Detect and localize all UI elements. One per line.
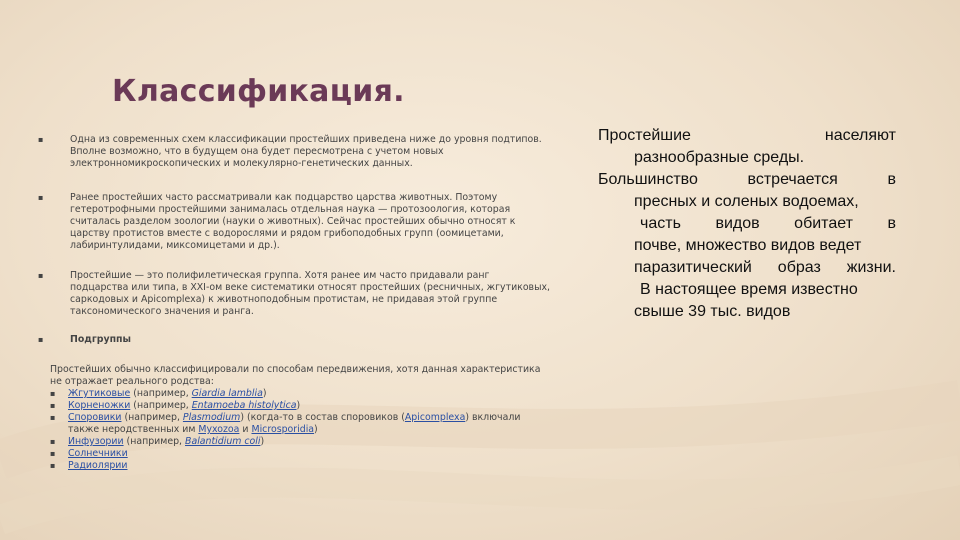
list-item: ▪ Корненожки (например, Entamoeba histolytica) — [50, 400, 301, 411]
bullet-text: Простейшие — это полифилетическая группа. Хотя ранее им часто придавали ранг подцарства или типа, в XXI-ом веке систематики относят простейших (ресничных, жгутиковых, саркодовых и Apicomplexa) к животноподобным протистам, не придавая этой группе таксономического значения и ранга. — [70, 270, 551, 317]
text-line: Большинство встречается в — [598, 171, 896, 188]
square-bullet-icon: ▪ — [50, 389, 56, 398]
link-microsporidia[interactable]: Microsporidia — [251, 424, 315, 435]
square-bullet-icon: ▪ — [50, 461, 56, 470]
list-item — [50, 448, 550, 460]
square-bullet-icon: ▪ — [50, 437, 56, 446]
taxa-list — [50, 388, 550, 472]
list-item — [50, 460, 550, 472]
text-line: пресных и соленых водоемах, — [634, 193, 859, 210]
text-line: свыше 39 тыс. видов — [634, 303, 791, 320]
link-amoeboids[interactable]: Корненожки — [68, 400, 131, 411]
square-bullet-icon: ▪ — [50, 449, 56, 458]
square-bullet-icon: ▪ — [50, 413, 56, 422]
text-line: разнообразные среды. — [634, 149, 805, 166]
link-myxozoa[interactable]: Myxozoa — [198, 424, 240, 435]
list-item: ▪ Споровики (например, Plasmodium) (когда-то в состав споровиков (Apicomplexa) включали также неродственных им Myxozoa и Microsporidia) — [50, 412, 521, 435]
bullet-paragraph — [38, 192, 550, 252]
bullet-icon: ▪ — [38, 271, 44, 280]
bullet-icon: ▪ — [38, 135, 44, 144]
text-line: часть видов обитает в — [640, 215, 896, 232]
link-apicomplexa[interactable]: Apicomplexa — [404, 412, 466, 423]
list-item: ▪ Жгутиковые (например, Giardia lamblia) — [50, 388, 267, 399]
bullet-text: Одна из современных схем классификации простейших приведена ниже до уровня подтипов. Вполне возможно, что в будущем она будет пересмотрена с учетом новых электронномикроскопических и молекулярно-генетических данных. — [70, 134, 542, 169]
list-item: ▪ Инфузории (например, Balantidium coli) — [50, 436, 265, 447]
subgroups-heading: Подгруппы — [70, 334, 132, 345]
bullet-paragraph — [38, 134, 550, 170]
text-line: В настоящее время известно — [640, 281, 858, 298]
link-ciliates[interactable]: Инфузории — [68, 436, 124, 447]
left-column — [38, 134, 551, 472]
text-line: почве, множество видов ведет — [634, 237, 862, 254]
subgroups-intro: Простейших обычно классифицировали по способам передвижения, хотя данная характеристика не отражает реального родства: — [50, 364, 541, 387]
bullet-icon: ▪ — [38, 193, 44, 202]
right-column-text — [598, 125, 896, 323]
text-line: паразитический образ жизни. — [634, 259, 896, 276]
bullet-paragraph — [38, 270, 551, 318]
square-bullet-icon: ▪ — [50, 401, 56, 410]
link-heliozoa[interactable]: Солнечники — [68, 448, 128, 459]
link-balantidium[interactable]: Balantidium coli — [185, 436, 261, 447]
link-entamoeba[interactable]: Entamoeba histolytica — [191, 400, 297, 411]
bullet-icon: ▪ — [38, 335, 44, 344]
link-giardia[interactable]: Giardia lamblia — [191, 388, 263, 399]
link-plasmodium[interactable]: Plasmodium — [182, 412, 241, 423]
text-line: Простейшие населяют — [598, 127, 896, 144]
link-sporozoa[interactable]: Споровики — [68, 412, 122, 423]
link-flagellates[interactable]: Жгутиковые — [68, 388, 131, 399]
subgroups-heading-item — [38, 334, 550, 346]
slide-title: Классификация. — [112, 74, 405, 109]
bullet-text: Ранее простейших часто рассматривали как подцарство царства животных. Поэтому гетеротрофными простейшими занималась отдельная наука — протозоология, которая считалась разделом зоологии (науки о животных). Сейчас простейших обычно относят к царству протистов вместе с водорослями и рядом грибоподобных групп (оомицетами, лабиринтулидами, миксомицетами и др.). — [70, 192, 516, 251]
link-radiolaria[interactable]: Радиолярии — [68, 460, 128, 471]
